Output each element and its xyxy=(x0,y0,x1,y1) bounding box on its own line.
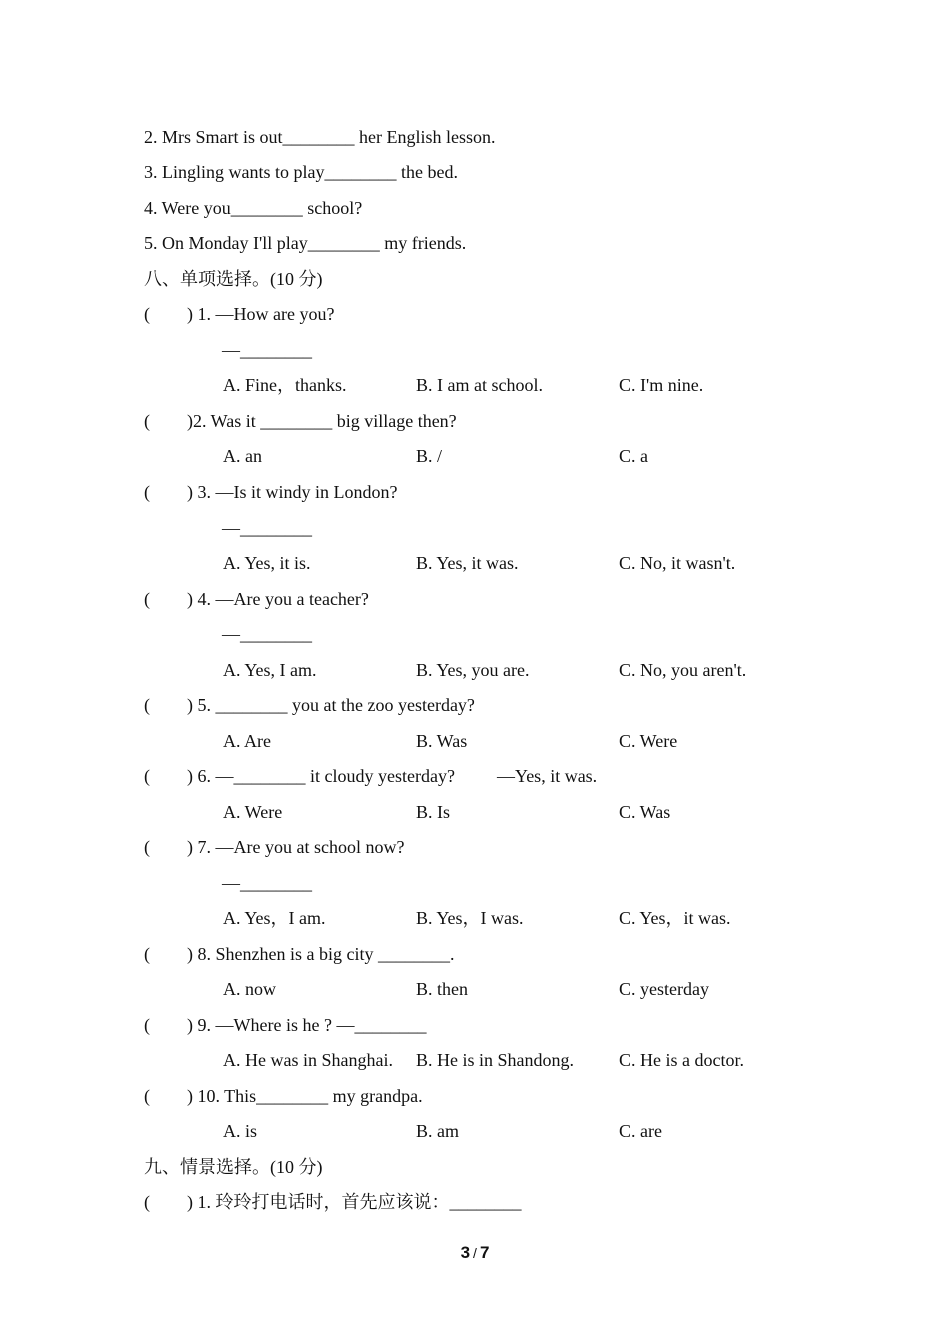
option-c: C. I'm nine. xyxy=(619,375,704,395)
question-stem: ) 6. —________ it cloudy yesterday? xyxy=(187,766,455,786)
stem-reply: —Yes, it was. xyxy=(497,766,598,786)
option-a: A. is xyxy=(223,1121,258,1141)
option-b: B. am xyxy=(416,1121,459,1141)
answer-paren: ( xyxy=(144,411,150,431)
option-c: C. yesterday xyxy=(619,979,709,999)
reply-blank: —________ xyxy=(222,518,312,538)
fill-blank-4: 4. Were you________ school? xyxy=(144,198,363,218)
option-a: A. He was in Shanghai. xyxy=(223,1050,393,1070)
question-stem: ) 1. —How are you? xyxy=(187,304,335,324)
reply-blank: —________ xyxy=(222,340,312,360)
answer-paren: ( xyxy=(144,837,150,857)
answer-paren: ( xyxy=(144,304,150,324)
total-pages: 7 xyxy=(479,1243,490,1262)
option-c: C. No, it wasn't. xyxy=(619,553,736,573)
option-a: A. Were xyxy=(223,802,283,822)
current-page: 3 xyxy=(460,1243,471,1262)
fill-blank-2: 2. Mrs Smart is out________ her English lesson. xyxy=(144,127,496,147)
option-a: A. Yes, I am. xyxy=(223,660,317,680)
option-c: C. He is a doctor. xyxy=(619,1050,744,1070)
option-b: B. I am at school. xyxy=(416,375,543,395)
option-a: A. now xyxy=(223,979,276,999)
question-stem: ) 4. —Are you a teacher? xyxy=(187,589,369,609)
reply-blank: —________ xyxy=(222,624,312,644)
answer-paren: ( xyxy=(144,589,150,609)
question-stem: ) 8. Shenzhen is a big city ________. xyxy=(187,944,455,964)
option-b: B. / xyxy=(416,446,443,466)
option-b: B. then xyxy=(416,979,468,999)
option-a: A. Yes，I am. xyxy=(223,908,326,928)
fill-blank-5: 5. On Monday I'll play________ my friends. xyxy=(144,233,467,253)
answer-paren: ( xyxy=(144,1015,150,1035)
option-b: B. Yes，I was. xyxy=(416,908,524,928)
option-c: C. Were xyxy=(619,731,678,751)
option-b: B. Yes, you are. xyxy=(416,660,530,680)
question-stem: ) 3. —Is it windy in London? xyxy=(187,482,398,502)
option-c: C. No, you aren't. xyxy=(619,660,747,680)
option-b: B. Is xyxy=(416,802,451,822)
section-9-title: 九、情景选择。(10 分) xyxy=(144,1157,323,1177)
option-c: C. Yes，it was. xyxy=(619,908,731,928)
answer-paren: ( xyxy=(144,1086,150,1106)
answer-paren: ( xyxy=(144,944,150,964)
option-a: A. Yes, it is. xyxy=(223,553,311,573)
option-b: B. Was xyxy=(416,731,468,751)
option-a: A. Are xyxy=(223,731,271,751)
question-stem: ) 1. 玲玲打电话时，首先应该说：________ xyxy=(187,1192,522,1212)
option-c: C. are xyxy=(619,1121,662,1141)
section-8-title: 八、单项选择。(10 分) xyxy=(144,269,323,289)
question-stem: )2. Was it ________ big village then? xyxy=(187,411,457,431)
reply-blank: —________ xyxy=(222,873,312,893)
fill-blank-3: 3. Lingling wants to play________ the bed. xyxy=(144,162,458,182)
page-separator: / xyxy=(473,1245,477,1261)
answer-paren: ( xyxy=(144,1192,150,1212)
option-b: B. He is in Shandong. xyxy=(416,1050,575,1070)
option-c: C. a xyxy=(619,446,648,466)
option-a: A. Fine，thanks. xyxy=(223,375,347,395)
question-stem: ) 9. —Where is he ? —________ xyxy=(187,1015,427,1035)
option-c: C. Was xyxy=(619,802,671,822)
question-stem: ) 7. —Are you at school now? xyxy=(187,837,405,857)
page-number xyxy=(0,1243,950,1263)
question-stem: ) 5. ________ you at the zoo yesterday? xyxy=(187,695,475,715)
answer-paren: ( xyxy=(144,766,150,786)
question-stem: ) 10. This________ my grandpa. xyxy=(187,1086,423,1106)
option-b: B. Yes, it was. xyxy=(416,553,519,573)
option-a: A. an xyxy=(223,446,262,466)
answer-paren: ( xyxy=(144,482,150,502)
answer-paren: ( xyxy=(144,695,150,715)
